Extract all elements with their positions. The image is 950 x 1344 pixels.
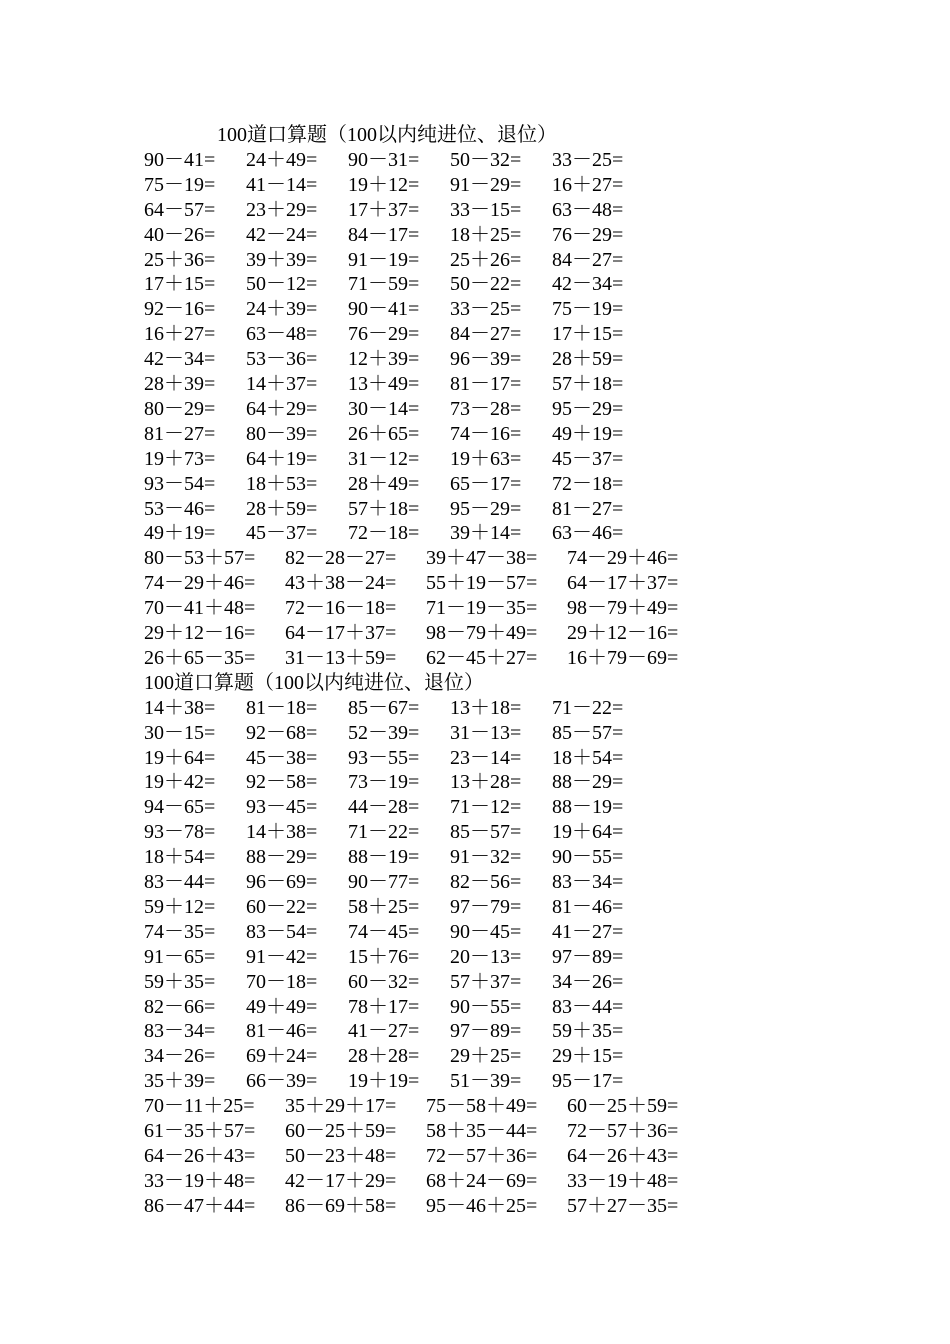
problem-item: 71－19－35= bbox=[426, 597, 538, 620]
problem-item: 70－41＋48= bbox=[144, 597, 256, 620]
section-title: 100道口算题（100以内纯进位、退位） bbox=[144, 671, 484, 694]
problem-item: 91－19= bbox=[348, 248, 420, 271]
problem-item: 93－45= bbox=[246, 796, 318, 819]
problem-item: 33－25= bbox=[552, 148, 624, 171]
problem-item: 45－37= bbox=[552, 447, 624, 470]
problem-item: 60－25＋59= bbox=[285, 1120, 397, 1142]
problem-item: 42－34= bbox=[144, 348, 216, 371]
problem-item: 29＋12－16= bbox=[567, 622, 679, 644]
problem-item: 80－39= bbox=[246, 422, 318, 445]
problem-item: 73－19= bbox=[348, 771, 420, 794]
problem-item: 95－29= bbox=[450, 497, 522, 520]
problem-item: 85－67= bbox=[348, 696, 420, 719]
problem-item: 71－22= bbox=[552, 696, 624, 719]
problem-item: 62－45＋27= bbox=[426, 646, 538, 669]
problem-item: 69＋24= bbox=[246, 1045, 318, 1068]
problem-item: 72－57＋36= bbox=[426, 1144, 538, 1167]
problem-item: 84－27= bbox=[450, 323, 522, 346]
problem-item: 13＋18= bbox=[450, 696, 522, 719]
problem-item: 74－29＋46= bbox=[567, 547, 679, 570]
problem-item: 28＋49= bbox=[348, 472, 420, 495]
problem-item: 86－69＋58= bbox=[285, 1194, 397, 1217]
problem-item: 66－39= bbox=[246, 1070, 318, 1093]
problem-item: 70－18= bbox=[246, 970, 318, 993]
problem-item: 86－47＋44= bbox=[144, 1194, 256, 1217]
problem-item: 81－46= bbox=[246, 1020, 318, 1043]
problem-item: 90－55= bbox=[450, 995, 522, 1018]
problem-item: 19＋42= bbox=[144, 771, 216, 794]
problem-item: 25＋36= bbox=[144, 248, 216, 271]
problem-item: 13＋28= bbox=[450, 771, 522, 794]
problem-item: 93－54= bbox=[144, 472, 216, 495]
problem-item: 55＋19－57= bbox=[426, 572, 538, 595]
problem-item: 18＋54= bbox=[144, 846, 216, 869]
problem-item: 72－16－18= bbox=[285, 597, 397, 620]
problem-item: 95－46＋25= bbox=[426, 1194, 538, 1217]
problem-item: 82－56= bbox=[450, 871, 522, 893]
problem-item: 23－14= bbox=[450, 746, 522, 769]
problem-item: 60－32= bbox=[348, 970, 420, 993]
problem-item: 51－39= bbox=[450, 1070, 522, 1093]
problem-item: 90－77= bbox=[348, 871, 420, 893]
problem-item: 85－57= bbox=[450, 821, 522, 844]
problem-item: 90－55= bbox=[552, 846, 624, 869]
problem-item: 63－48= bbox=[246, 323, 318, 346]
problem-item: 78＋17= bbox=[348, 995, 420, 1018]
problem-item: 81－27= bbox=[552, 497, 624, 520]
problem-item: 72－18= bbox=[552, 472, 624, 495]
section-title: 100道口算题（100以内纯进位、退位） bbox=[217, 124, 557, 146]
problem-item: 80－29= bbox=[144, 397, 216, 420]
problem-item: 30－14= bbox=[348, 397, 420, 420]
problem-item: 97－89= bbox=[552, 945, 624, 968]
problem-item: 59＋12= bbox=[144, 895, 216, 918]
problem-item: 24＋39= bbox=[246, 298, 318, 321]
problem-item: 34－26= bbox=[144, 1045, 216, 1068]
problem-item: 71－22= bbox=[348, 821, 420, 844]
problem-item: 98－79＋49= bbox=[426, 622, 538, 644]
problem-item: 40－26= bbox=[144, 223, 216, 246]
problem-item: 90－41= bbox=[348, 298, 420, 321]
problem-item: 71－12= bbox=[450, 796, 522, 819]
problem-item: 34－26= bbox=[552, 970, 624, 993]
problem-item: 31－13= bbox=[450, 721, 522, 744]
problem-item: 90－45= bbox=[450, 920, 522, 943]
problem-item: 29＋15= bbox=[552, 1045, 624, 1068]
problem-item: 28＋28= bbox=[348, 1045, 420, 1068]
problem-item: 15＋76= bbox=[348, 945, 420, 968]
problem-item: 64－17＋37= bbox=[285, 622, 397, 644]
problem-item: 28＋59= bbox=[552, 348, 624, 371]
problem-item: 12＋39= bbox=[348, 348, 420, 371]
problem-item: 33－19＋48= bbox=[567, 1169, 679, 1192]
problem-item: 58＋35－44= bbox=[426, 1120, 538, 1142]
problem-item: 74－35= bbox=[144, 920, 216, 943]
problem-item: 73－28= bbox=[450, 397, 522, 420]
problem-item: 14＋37= bbox=[246, 373, 318, 395]
problem-item: 29＋12－16= bbox=[144, 622, 256, 644]
problem-item: 39＋39= bbox=[246, 248, 318, 271]
problem-item: 63－46= bbox=[552, 522, 624, 545]
problem-item: 19＋64= bbox=[552, 821, 624, 844]
problem-item: 88－29= bbox=[552, 771, 624, 794]
problem-item: 53－36= bbox=[246, 348, 318, 371]
problem-item: 95－29= bbox=[552, 397, 624, 420]
problem-item: 49＋19= bbox=[552, 422, 624, 445]
problem-item: 14＋38= bbox=[246, 821, 318, 844]
problem-item: 28＋59= bbox=[246, 497, 318, 520]
problem-item: 41－27= bbox=[348, 1020, 420, 1043]
problem-item: 91－42= bbox=[246, 945, 318, 968]
problem-item: 75－58＋49= bbox=[426, 1095, 538, 1118]
problem-item: 39＋47－38= bbox=[426, 547, 538, 570]
problem-item: 91－32= bbox=[450, 846, 522, 869]
problem-item: 81－46= bbox=[552, 895, 624, 918]
problem-item: 88－19= bbox=[348, 846, 420, 869]
problem-item: 95－17= bbox=[552, 1070, 624, 1093]
problem-item: 57＋27－35= bbox=[567, 1194, 679, 1217]
problem-item: 88－19= bbox=[552, 796, 624, 819]
problem-item: 74－45= bbox=[348, 920, 420, 943]
problem-item: 60－22= bbox=[246, 895, 318, 918]
problem-item: 84－17= bbox=[348, 223, 420, 246]
problem-item: 49＋49= bbox=[246, 995, 318, 1018]
problem-item: 59＋35= bbox=[144, 970, 216, 993]
problem-item: 58＋25= bbox=[348, 895, 420, 918]
problem-item: 42－24= bbox=[246, 223, 318, 246]
problem-item: 26＋65－35= bbox=[144, 646, 256, 669]
problem-item: 82－66= bbox=[144, 995, 216, 1018]
problem-item: 60－25＋59= bbox=[567, 1095, 679, 1118]
problem-item: 64－26＋43= bbox=[567, 1144, 679, 1167]
problem-item: 64－26＋43= bbox=[144, 1144, 256, 1167]
problem-item: 93－78= bbox=[144, 821, 216, 844]
problem-item: 18＋53= bbox=[246, 472, 318, 495]
problem-item: 18＋54= bbox=[552, 746, 624, 769]
problem-item: 23＋29= bbox=[246, 198, 318, 221]
problem-item: 64－17＋37= bbox=[567, 572, 679, 595]
problem-item: 72－18= bbox=[348, 522, 420, 545]
problem-item: 53－46= bbox=[144, 497, 216, 520]
problem-item: 35＋29＋17= bbox=[285, 1095, 397, 1118]
problem-item: 16＋27= bbox=[144, 323, 216, 346]
problem-item: 74－29＋46= bbox=[144, 572, 256, 595]
problem-item: 43＋38－24= bbox=[285, 572, 397, 595]
problem-item: 72－57＋36= bbox=[567, 1120, 679, 1142]
problem-item: 18＋25= bbox=[450, 223, 522, 246]
problem-item: 31－13＋59= bbox=[285, 646, 397, 669]
problem-item: 94－65= bbox=[144, 796, 216, 819]
problem-item: 45－38= bbox=[246, 746, 318, 769]
problem-item: 50－22= bbox=[450, 273, 522, 296]
problem-item: 70－11＋25= bbox=[144, 1095, 255, 1118]
problem-item: 83－34= bbox=[144, 1020, 216, 1043]
problem-item: 33－19＋48= bbox=[144, 1169, 256, 1192]
problem-item: 90－31= bbox=[348, 148, 420, 171]
problem-item: 35＋39= bbox=[144, 1070, 216, 1093]
problem-item: 19＋64= bbox=[144, 746, 216, 769]
problem-item: 39＋14= bbox=[450, 522, 522, 545]
problem-item: 88－29= bbox=[246, 846, 318, 869]
problem-item: 16＋79－69= bbox=[567, 646, 679, 669]
problem-item: 81－18= bbox=[246, 696, 318, 719]
problem-item: 84－27= bbox=[552, 248, 624, 271]
problem-item: 19＋19= bbox=[348, 1070, 420, 1093]
problem-item: 19＋12= bbox=[348, 173, 420, 196]
problem-item: 29＋25= bbox=[450, 1045, 522, 1068]
problem-item: 76－29= bbox=[552, 223, 624, 246]
problem-item: 80－53＋57= bbox=[144, 547, 256, 570]
problem-item: 17＋15= bbox=[144, 273, 216, 296]
problem-item: 83－44= bbox=[552, 995, 624, 1018]
problem-item: 97－79= bbox=[450, 895, 522, 918]
problem-item: 71－59= bbox=[348, 273, 420, 296]
problem-item: 50－32= bbox=[450, 148, 522, 171]
problem-item: 19＋63= bbox=[450, 447, 522, 470]
problem-item: 63－48= bbox=[552, 198, 624, 221]
problem-item: 65－17= bbox=[450, 472, 522, 495]
problem-item: 96－39= bbox=[450, 348, 522, 371]
problem-item: 96－69= bbox=[246, 871, 318, 893]
problem-item: 17＋15= bbox=[552, 323, 624, 346]
problem-item: 57＋18= bbox=[348, 497, 420, 520]
problem-item: 24＋49= bbox=[246, 148, 318, 171]
problem-item: 44－28= bbox=[348, 796, 420, 819]
problem-item: 33－15= bbox=[450, 198, 522, 221]
problem-item: 20－13= bbox=[450, 945, 522, 968]
problem-item: 81－17= bbox=[450, 373, 522, 395]
problem-item: 91－29= bbox=[450, 173, 522, 196]
problem-item: 50－23＋48= bbox=[285, 1144, 397, 1167]
problem-item: 76－29= bbox=[348, 323, 420, 346]
problem-item: 91－65= bbox=[144, 945, 216, 968]
problem-item: 83－44= bbox=[144, 871, 216, 893]
problem-item: 16＋27= bbox=[552, 173, 624, 196]
problem-item: 64＋19= bbox=[246, 447, 318, 470]
problem-item: 75－19= bbox=[144, 173, 216, 196]
problem-item: 81－27= bbox=[144, 422, 216, 445]
problem-item: 74－16= bbox=[450, 422, 522, 445]
problem-item: 75－19= bbox=[552, 298, 624, 321]
problem-item: 49＋19= bbox=[144, 522, 216, 545]
problem-item: 31－12= bbox=[348, 447, 420, 470]
problem-item: 92－68= bbox=[246, 721, 318, 744]
problem-item: 33－25= bbox=[450, 298, 522, 321]
problem-item: 92－16= bbox=[144, 298, 216, 321]
problem-item: 68＋24－69= bbox=[426, 1169, 538, 1192]
problem-item: 83－54= bbox=[246, 920, 318, 943]
problem-item: 57＋18= bbox=[552, 373, 624, 395]
problem-item: 41－27= bbox=[552, 920, 624, 943]
problem-item: 13＋49= bbox=[348, 373, 420, 395]
problem-item: 59＋35= bbox=[552, 1020, 624, 1043]
problem-item: 64＋29= bbox=[246, 397, 318, 420]
problem-item: 42－17＋29= bbox=[285, 1169, 397, 1192]
problem-item: 14＋38= bbox=[144, 696, 216, 719]
problem-item: 61－35＋57= bbox=[144, 1120, 256, 1142]
problem-item: 57＋37= bbox=[450, 970, 522, 993]
problem-item: 97－89= bbox=[450, 1020, 522, 1043]
problem-item: 26＋65= bbox=[348, 422, 420, 445]
problem-item: 83－34= bbox=[552, 871, 624, 893]
problem-item: 28＋39= bbox=[144, 373, 216, 395]
problem-item: 41－14= bbox=[246, 173, 318, 196]
problem-item: 90－41= bbox=[144, 148, 216, 171]
problem-item: 19＋73= bbox=[144, 447, 216, 470]
problem-item: 93－55= bbox=[348, 746, 420, 769]
problem-item: 45－37= bbox=[246, 522, 318, 545]
problem-item: 42－34= bbox=[552, 273, 624, 296]
problem-item: 17＋37= bbox=[348, 198, 420, 221]
problem-item: 85－57= bbox=[552, 721, 624, 744]
problem-item: 30－15= bbox=[144, 721, 216, 744]
problem-item: 25＋26= bbox=[450, 248, 522, 271]
problem-item: 82－28－27= bbox=[285, 547, 397, 570]
problem-item: 52－39= bbox=[348, 721, 420, 744]
problem-item: 50－12= bbox=[246, 273, 318, 296]
problem-item: 64－57= bbox=[144, 198, 216, 221]
problem-item: 98－79＋49= bbox=[567, 597, 679, 620]
problem-item: 92－58= bbox=[246, 771, 318, 794]
